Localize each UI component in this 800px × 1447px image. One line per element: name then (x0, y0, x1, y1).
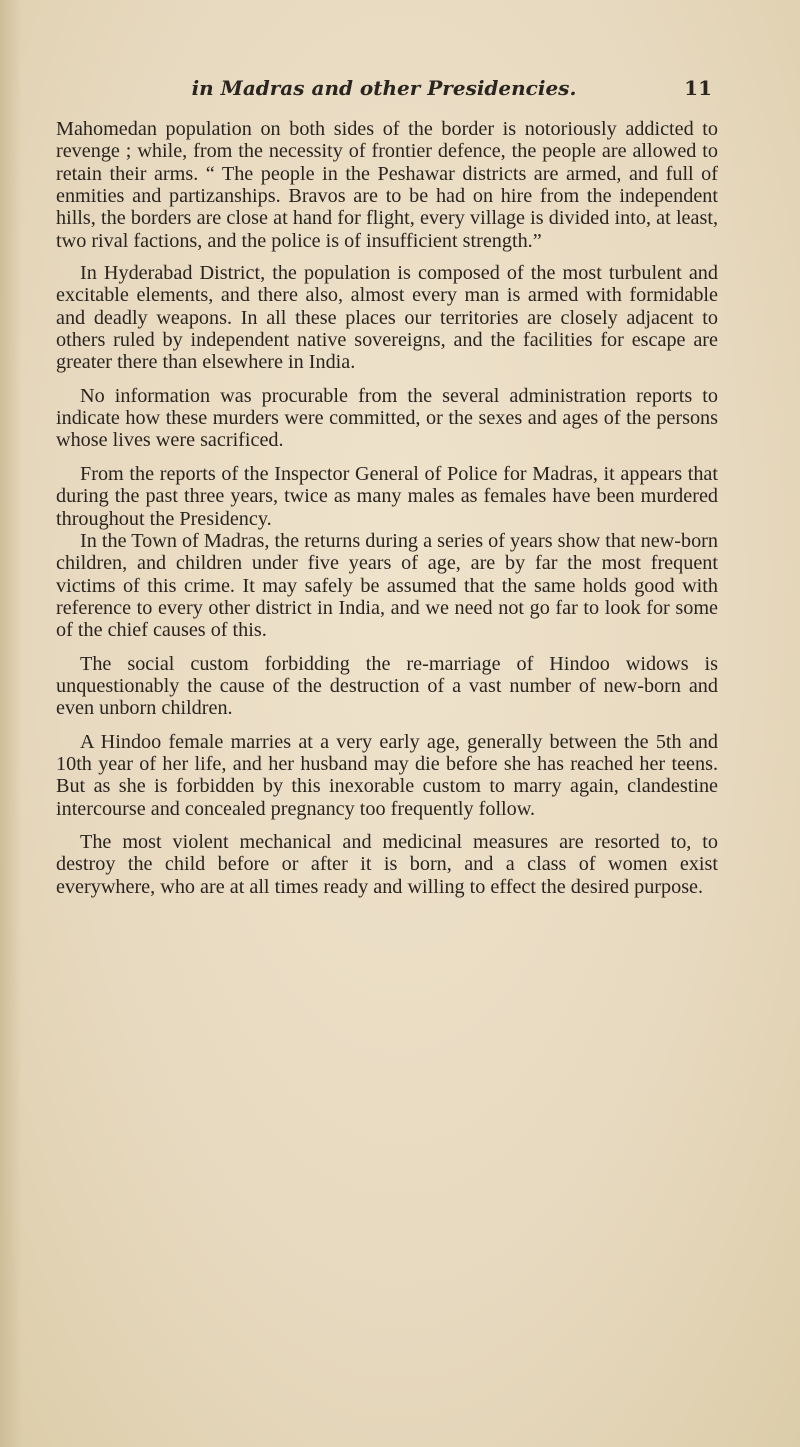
paragraph: The social custom forbidding the re-marriage of Hindoo widows is unquestionably the cause of the destruction of a vast number of new-born and even unborn children. (56, 652, 718, 720)
paragraph: A Hindoo female marries at a very early age, generally between the 5th and 10th year of her life, and her husband may die before she has reached her teens. But as she is forbidden by this inexorable custom to marry again, clandestine intercourse and concealed pregnancy too frequently follow. (56, 730, 718, 820)
paragraph: In the Town of Madras, the returns during a series of years show that new-born children, and children under five years of age, are by far the most frequent victims of this crime. It may safely be assumed that the same holds good with reference to every other district in India, and we need not go far to look for some of the chief causes of this. (56, 529, 718, 642)
running-title: in Madras and other Presidencies. (191, 76, 577, 100)
page-gutter-shadow (0, 0, 22, 1447)
page-number: 11 (684, 76, 712, 100)
paragraph: No information was procurable from the several administration reports to indicate how these murders were committed, or the sexes and ages of the persons whose lives were sacrificed. (56, 384, 718, 452)
paragraph: In Hyderabad District, the population is composed of the most turbulent and excitable elements, and there also, almost every man is armed with formidable and deadly weapons. In all these places our territories are closely adjacent to others ruled by independent native sovereigns, and the facilities for escape are greater there than elsewhere in India. (56, 262, 718, 374)
paragraph: Mahomedan population on both sides of the border is notoriously addicted to revenge ; while, from the necessity of frontier defence, the people are allowed to retain their arms. “ The people in the Peshawar districts are armed, and full of enmities and partizanships. Bravos are to be had on hire from the independent hills, the borders are close at hand for flight, every village is divided into, at least, two rival factions, and the police is of insufficient strength.” (56, 118, 718, 252)
body-text (56, 118, 718, 909)
paragraph: The most violent mechanical and medicinal measures are resorted to, to destroy the child before or after it is born, and a class of women exist everywhere, who are at all times ready and willing to effect the desired purpose. (56, 830, 718, 898)
paragraph: From the reports of the Inspector General of Police for Madras, it appears that during the past three years, twice as many males as females have been murdered throughout the Presidency. (56, 462, 718, 530)
page-header (56, 76, 712, 106)
